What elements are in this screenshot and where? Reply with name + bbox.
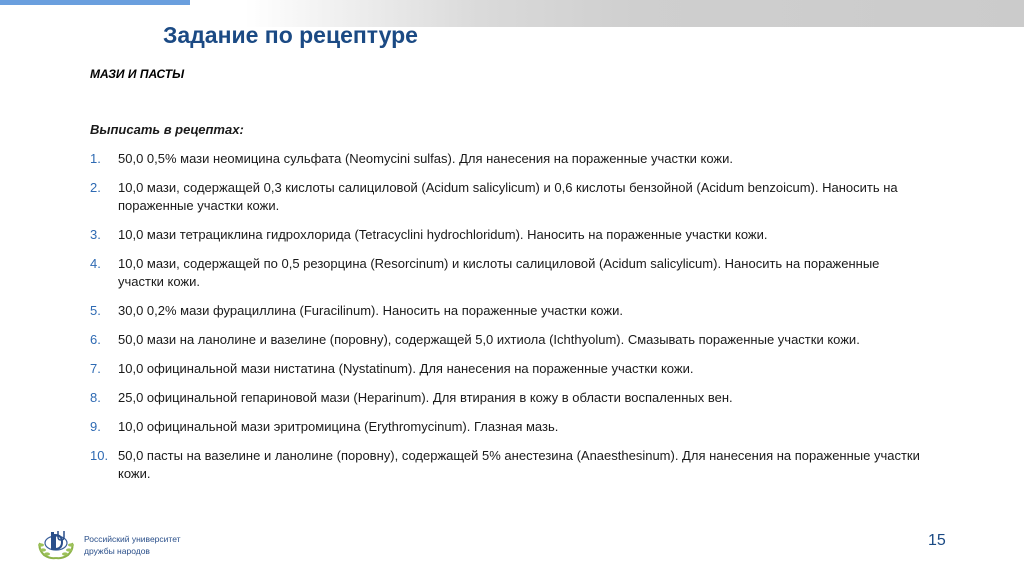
- list-item: [90, 255, 920, 291]
- list-item: [90, 150, 920, 168]
- list-item: [90, 389, 920, 407]
- list-item: [90, 331, 920, 349]
- list-item: [90, 179, 920, 215]
- list-item-number: 9.: [90, 419, 101, 434]
- university-emblem-icon: [36, 529, 76, 561]
- list-item-text: 50,0 0,5% мази неомицина сульфата (Neomycini sulfas). Для нанесения на пораженные участки кожи.: [118, 151, 733, 166]
- list-item-number: 4.: [90, 256, 101, 271]
- university-name: [84, 533, 181, 557]
- list-item-number: 8.: [90, 390, 101, 405]
- list-item: [90, 418, 920, 436]
- section-subtitle: МАЗИ И ПАСТЫ: [90, 67, 185, 81]
- university-name-line1: Российский университет: [84, 534, 181, 544]
- list-item-number: 7.: [90, 361, 101, 376]
- top-accent-bar: [0, 0, 190, 5]
- list-item: [90, 302, 920, 320]
- list-item-number: 6.: [90, 332, 101, 347]
- list-item: [90, 360, 920, 378]
- list-item-number: 5.: [90, 303, 101, 318]
- list-item-text: 50,0 мази на ланолине и вазелине (поровну), содержащей 5,0 ихтиола (Ichthyolum). Смазывать пораженные участки кожи.: [118, 332, 860, 347]
- list-item-text: 25,0 официнальной гепариновой мази (Heparinum). Для втирания в кожу в области воспаленных вен.: [118, 390, 733, 405]
- list-item-text: 10,0 мази, содержащей по 0,5 резорцина (Resorcinum) и кислоты салициловой (Acidum salicylicum). Наносить на пораженные участки кожи.: [118, 256, 880, 289]
- list-item-text: 10,0 мази тетрациклина гидрохлорида (Tetracyclini hydrochloridum). Наносить на пораженные участки кожи.: [118, 227, 768, 242]
- list-item-text: 30,0 0,2% мази фурациллина (Furacilinum). Наносить на пораженные участки кожи.: [118, 303, 623, 318]
- list-item: [90, 447, 920, 483]
- list-item-text: 10,0 официнальной мази эритромицина (Erythromycinum). Глазная мазь.: [118, 419, 559, 434]
- list-item-number: 1.: [90, 151, 101, 166]
- page-number: 15: [928, 532, 946, 549]
- task-list: [90, 150, 920, 494]
- list-item-number: 3.: [90, 227, 101, 242]
- task-intro: Выписать в рецептах:: [90, 122, 244, 137]
- list-item-number: 10.: [90, 448, 109, 463]
- list-item: [90, 226, 920, 244]
- list-item-text: 10,0 официнальной мази нистатина (Nystatinum). Для нанесения на пораженные участки кожи.: [118, 361, 694, 376]
- list-item-text: 10,0 мази, содержащей 0,3 кислоты салициловой (Acidum salicylicum) и 0,6 кислоты бензойной (Acidum benzoicum). Наносить на пораженные участки кожи.: [118, 180, 898, 213]
- university-name-line2: дружбы народов: [84, 546, 150, 556]
- list-item-text: 50,0 пасты на вазелине и ланолине (поровну), содержащей 5% анестезина (Anaesthesinum). Для нанесения на пораженные участки кожи.: [118, 448, 920, 481]
- list-item-number: 2.: [90, 180, 101, 195]
- page-title: Задание по рецептуре: [163, 22, 418, 48]
